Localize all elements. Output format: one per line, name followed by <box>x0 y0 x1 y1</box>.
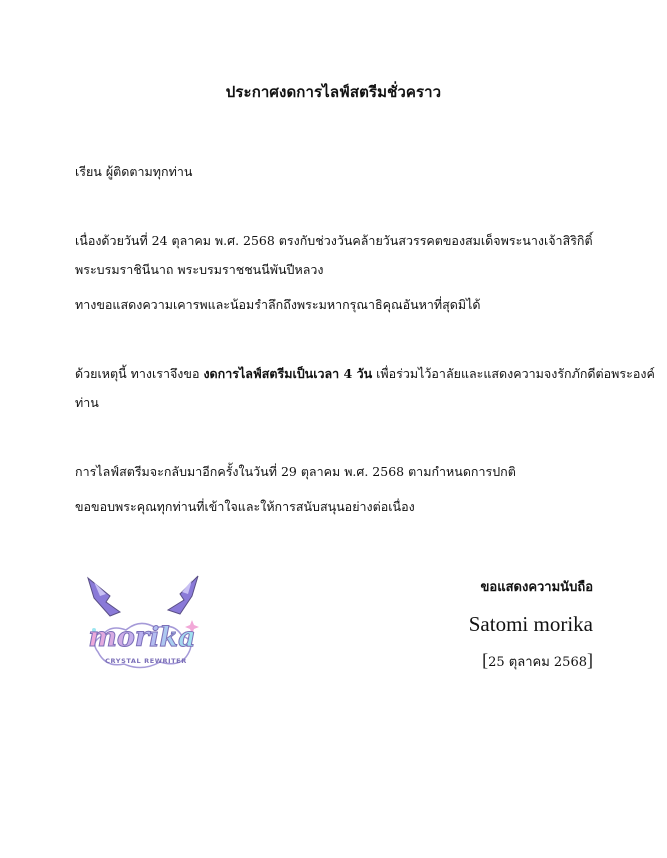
paragraph-2-line-2: ท่าน <box>75 395 99 410</box>
paragraph-2-line-1 <box>75 364 655 384</box>
date-bracket-open: [ <box>482 650 489 670</box>
date-bracket-close: ] <box>587 650 593 670</box>
paragraph-2-text-after: เพื่อร่วมไว้อาลัยและแสดงความจงรักภักดีต่อพระองค์ <box>372 366 655 381</box>
paragraph-2-bold-text: งดการไลฟ์สตรีมเป็นเวลา 4 วัน <box>203 366 373 381</box>
paragraph-3-line-2: ขอขอบพระคุณทุกท่านที่เข้าใจและให้การสนับสนุนอย่างต่อเนื่อง <box>75 499 415 514</box>
paragraph-1-line-2: พระบรมราชินีนาถ พระบรมราชชนนีพันปีหลวง <box>75 262 324 277</box>
signature-date <box>482 650 593 672</box>
logo-tagline: CRYSTAL REWRITER <box>105 657 187 665</box>
announcement-title: ประกาศงดการไลฟ์สตรีมชั่วคราว <box>225 83 442 101</box>
paragraph-1-line-3: ทางขอแสดงความเคารพและน้อมรำลึกถึงพระมหากรุณาธิคุณอันหาที่สุดมิได้ <box>75 297 481 312</box>
signature-date-text: 25 ตุลาคม 2568 <box>488 655 587 670</box>
paragraph-1-line-1: เนื่องด้วยวันที่ 24 ตุลาคม พ.ศ. 2568 ตรงกับช่วงวันคล้ายวันสวรรคตของสมเด็จพระนางเจ้าสิริกิติ์ <box>75 233 593 248</box>
paragraph-3-line-1: การไลฟ์สตรีมจะกลับมาอีกครั้งในวันที่ 29 ตุลาคม พ.ศ. 2568 ตามกำหนดการปกติ <box>75 464 516 479</box>
logo-wordmark: morika <box>88 622 196 653</box>
salutation: เรียน ผู้ติดตามทุกท่าน <box>75 164 193 179</box>
signature-closing: ขอแสดงความนับถือ <box>480 580 593 595</box>
paragraph-2-text-before: ด้วยเหตุนี้ ทางเราจึงขอ <box>75 366 204 381</box>
morika-logo <box>80 572 205 677</box>
signature-name: Satomi morika <box>468 612 593 636</box>
